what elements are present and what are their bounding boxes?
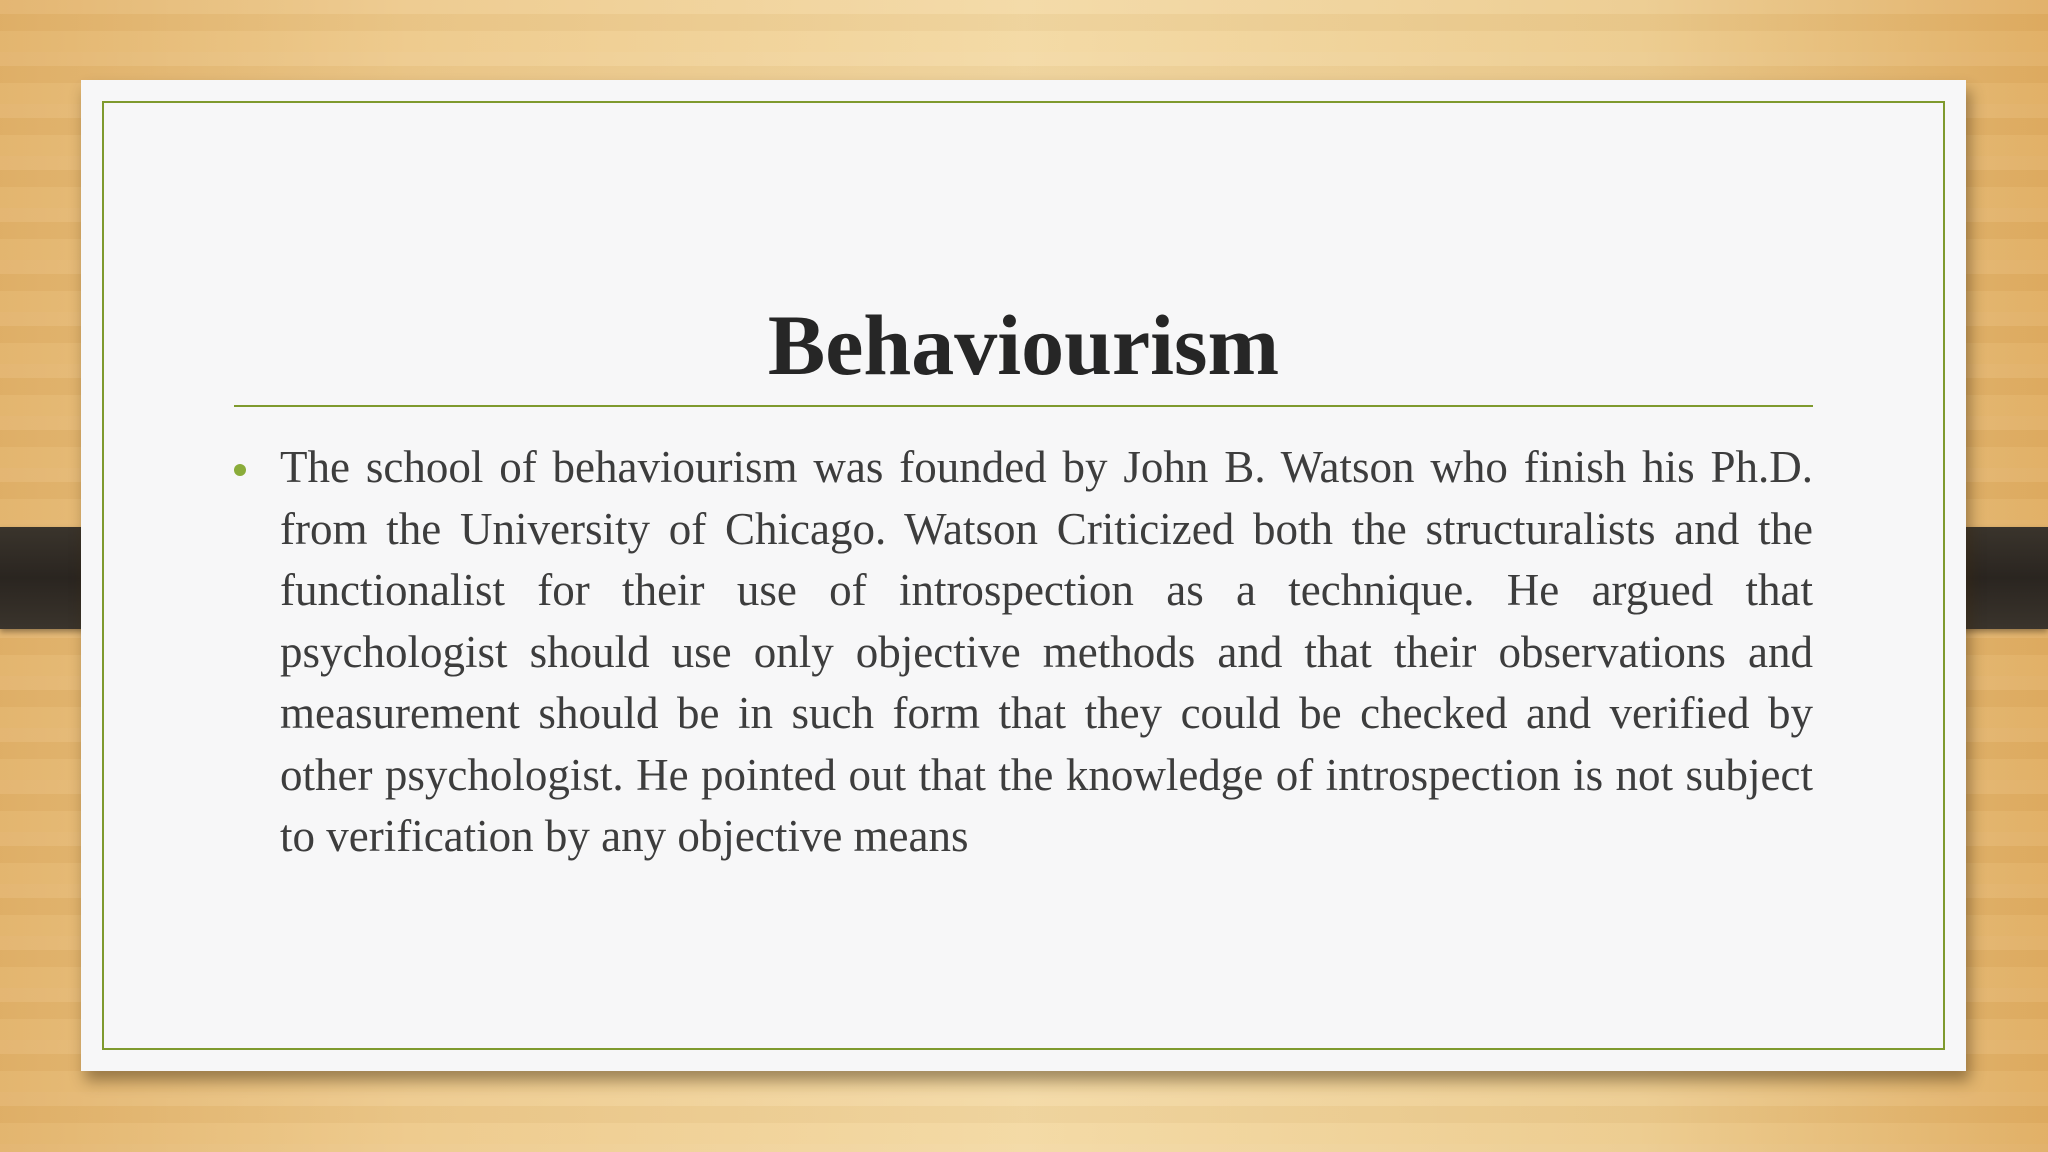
- slide-body: [234, 437, 1813, 868]
- slide-title: Behaviourism: [767, 297, 1280, 393]
- bullet-dot-icon: [234, 464, 246, 476]
- bullet-item: [234, 437, 1813, 868]
- slide-card: [81, 80, 1966, 1071]
- title-divider: [234, 405, 1813, 407]
- bullet-text: The school of behaviourism was founded by John B. Watson who finish his Ph.D. from the University of Chicago. Watson Criticized both the structuralists and the functionalist for their use of introspection as a technique. He argued that psychologist should use only objective methods and that their observations and measurement should be in such form that they could be checked and verified by other psychologist. He pointed out that the knowledge of introspection is not subject to verification by any objective means: [280, 442, 1813, 861]
